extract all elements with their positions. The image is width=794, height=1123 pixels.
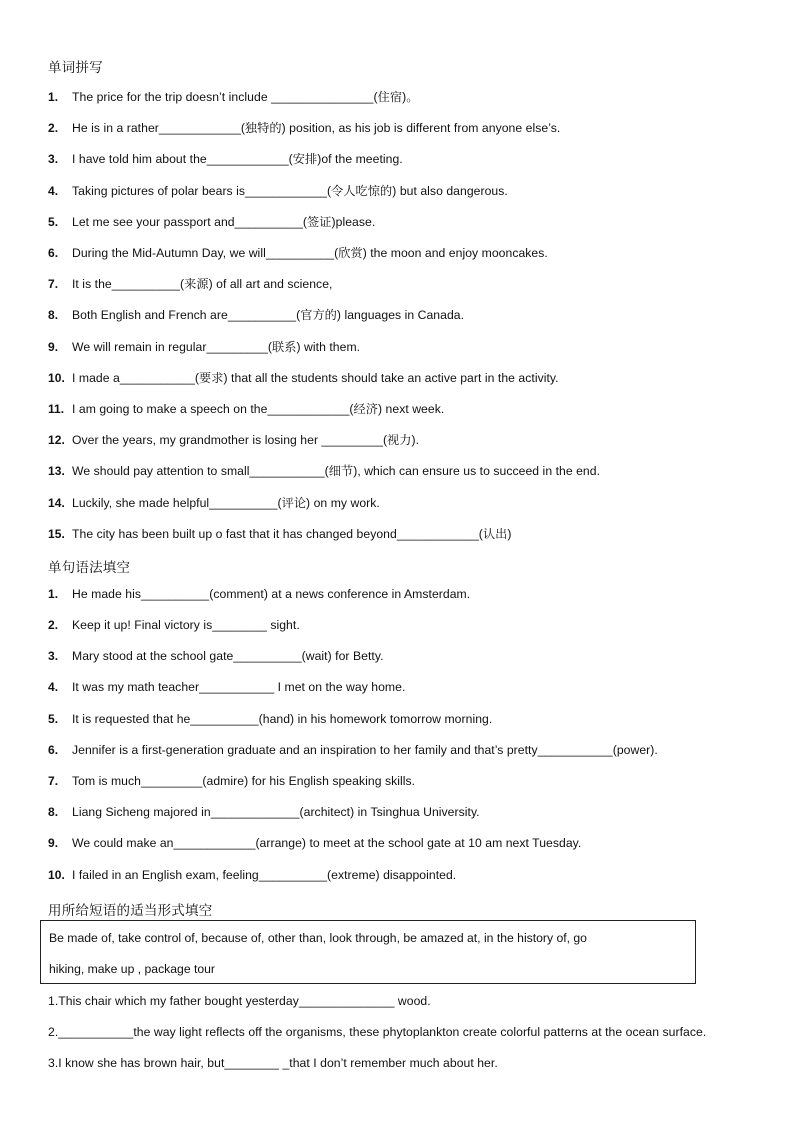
list-item (48, 182, 508, 199)
item-number: 8. (48, 805, 59, 819)
item-text: He is in a rather____________(独特的) position, as his job is different from anyone else’s. (72, 121, 561, 135)
list-item (48, 774, 415, 788)
list-item (48, 805, 480, 819)
item-number: 3. (48, 152, 59, 166)
list-item (48, 712, 492, 726)
item-text: Taking pictures of polar bears is____________(令人吃惊的) but also dangerous. (72, 184, 508, 198)
list-item (48, 369, 559, 386)
item-number: 3. (48, 649, 59, 663)
item-text: I am going to make a speech on the____________(经济) next week. (72, 402, 445, 416)
item-text: Mary stood at the school gate__________(wait) for Betty. (72, 649, 384, 663)
item-number: 11. (48, 402, 65, 416)
list-item (48, 244, 548, 261)
item-number: 6. (48, 743, 59, 757)
item-text: He made his__________(comment) at a news conference in Amsterdam. (72, 587, 471, 601)
item-number: 9. (48, 836, 59, 850)
item-number: 7. (48, 277, 59, 291)
item-text: It was my math teacher___________ I met on the way home. (72, 680, 406, 694)
section-title-grammar-fill: 单句语法填空 (48, 560, 131, 575)
section-title-phrase-fill: 用所给短语的适当形式填空 (48, 903, 213, 918)
item-text: It is the__________(来源) of all art and science, (72, 277, 333, 291)
list-item (48, 338, 360, 355)
list-item (48, 306, 464, 323)
item-text: I failed in an English exam, feeling__________(extreme) disappointed. (72, 868, 457, 882)
list-item (48, 680, 405, 694)
item-number: 8. (48, 308, 59, 322)
list-item (48, 743, 658, 757)
item-number: 4. (48, 680, 59, 694)
list-item (48, 494, 380, 511)
item-text: Keep it up! Final victory is________ sight. (72, 618, 300, 632)
item-number: 10. (48, 868, 65, 882)
item-number: 9. (48, 340, 59, 354)
item-text: It is requested that he__________(hand) in his homework tomorrow morning. (72, 712, 493, 726)
list-item (48, 868, 456, 882)
list-item (48, 88, 418, 105)
item-number: 6. (48, 246, 59, 260)
item-text: We should pay attention to small___________(细节), which can ensure us to succeed in the end. (72, 464, 601, 478)
item-number: 2. (48, 121, 59, 135)
list-item (48, 587, 470, 601)
list-item (48, 836, 581, 850)
list-item (48, 213, 375, 230)
item-text: Jennifer is a first-generation graduate and an inspiration to her family and that’s pretty___________(power). (72, 743, 658, 757)
item-text: Liang Sicheng majored in_____________(architect) in Tsinghua University. (72, 805, 480, 819)
list-item (48, 649, 384, 663)
item-text: I have told him about the____________(安排)of the meeting. (72, 152, 403, 166)
item-text: The city has been built up o fast that it has changed beyond____________(认出) (72, 527, 512, 541)
list-item (48, 275, 332, 292)
item-text: Let me see your passport and__________(签证)please. (72, 215, 376, 229)
item-number: 13. (48, 464, 65, 478)
item-text: During the Mid-Autumn Day, we will__________(欣赏) the moon and enjoy mooncakes. (72, 246, 548, 260)
item-text: The price for the trip doesn’t include _______________(住宿)。 (72, 90, 419, 104)
item-number: 7. (48, 774, 59, 788)
phrase-list-line: Be made of, take control of, because of, other than, look through, be amazed at, in the history of, go (49, 931, 587, 945)
item-number: 1. (48, 587, 59, 601)
item-text: Luckily, she made helpful__________(评论) on my work. (72, 496, 380, 510)
list-item: 2.___________the way light reflects off the organisms, these phytoplankton create colorful patterns at the ocean surface. (48, 1025, 707, 1039)
list-item (48, 525, 511, 542)
phrase-box (40, 920, 696, 984)
item-number: 10. (48, 371, 65, 385)
list-item (48, 119, 560, 136)
item-number: 1. (48, 90, 59, 104)
item-number: 12. (48, 433, 65, 447)
list-item (48, 400, 444, 417)
item-number: 2. (48, 618, 59, 632)
list-item: 3.I know she has brown hair, but________ _that I don’t remember much about her. (48, 1056, 498, 1070)
item-text: Both English and French are__________(官方的) languages in Canada. (72, 308, 465, 322)
item-text: We could make an____________(arrange) to meet at the school gate at 10 am next Tuesday. (72, 836, 582, 850)
item-text: I made a___________(要求) that all the students should take an active part in the activity. (72, 371, 559, 385)
section-title-word-spelling: 单词拼写 (48, 60, 103, 75)
list-item: 1.This chair which my father bought yesterday______________ wood. (48, 994, 431, 1008)
list-item (48, 618, 300, 632)
list-item (48, 431, 419, 448)
item-text: Tom is much_________(admire) for his English speaking skills. (72, 774, 416, 788)
item-number: 4. (48, 184, 59, 198)
item-number: 15. (48, 527, 65, 541)
item-text: We will remain in regular_________(联系) with them. (72, 340, 361, 354)
item-number: 5. (48, 215, 59, 229)
item-text: Over the years, my grandmother is losing her _________(视力). (72, 433, 420, 447)
phrase-list-line: hiking, make up , package tour (49, 962, 215, 976)
item-number: 14. (48, 496, 65, 510)
item-number: 5. (48, 712, 59, 726)
list-item (48, 462, 600, 479)
list-item (48, 150, 403, 167)
